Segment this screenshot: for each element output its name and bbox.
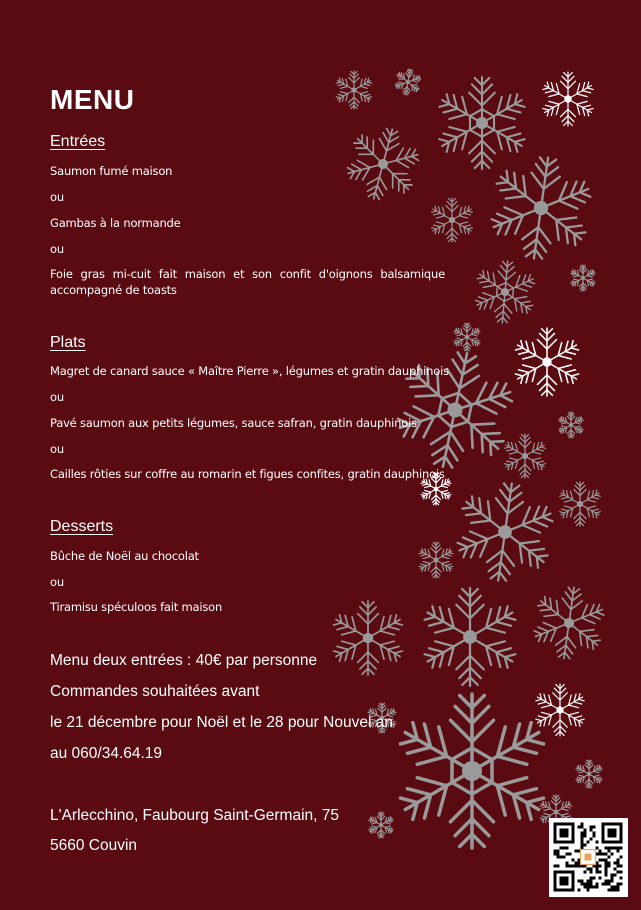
dessert-item: Tiramisu spéculoos fait maison bbox=[50, 600, 223, 614]
separator-or: ou bbox=[50, 190, 64, 204]
snowflake-icon bbox=[368, 812, 394, 838]
section-title-entrees: Entrées bbox=[50, 133, 106, 150]
snowflake-icon bbox=[393, 67, 423, 97]
section-title-desserts: Desserts bbox=[50, 518, 114, 535]
snowflake-icon bbox=[430, 198, 474, 242]
entree-item: Saumon fumé maison bbox=[50, 164, 173, 178]
separator-or: ou bbox=[50, 242, 64, 256]
order-dates-line: le 21 décembre pour Noël et le 28 pour Nouvel an bbox=[50, 714, 393, 731]
plat-item: Pavé saumon aux petits légumes, sauce safran, gratin dauphinois bbox=[50, 416, 417, 430]
menu-title: MENU bbox=[50, 84, 135, 115]
snowflake-icon bbox=[534, 684, 586, 736]
address-city: 5660 Couvin bbox=[50, 837, 138, 854]
snowflake-icon bbox=[453, 323, 481, 351]
phone-number: au 060/34.64.19 bbox=[50, 745, 163, 762]
snowflake-icon bbox=[513, 328, 581, 396]
snowflake-icon bbox=[421, 588, 520, 686]
separator-or: ou bbox=[50, 575, 64, 589]
snowflake-icon bbox=[558, 412, 584, 438]
snowflake-icon bbox=[418, 542, 454, 578]
qr-code-icon bbox=[549, 818, 628, 897]
section-title-plats: Plats bbox=[50, 334, 86, 351]
plat-item: Cailles rôties sur coffre au romarin et figues confites, gratin dauphinois bbox=[50, 467, 445, 481]
snowflake-icon bbox=[528, 582, 610, 663]
snowflake-icon bbox=[503, 434, 547, 478]
price-line: Menu deux entrées : 40€ par personne bbox=[50, 652, 318, 669]
entree-item: Gambas à la normande bbox=[50, 216, 181, 230]
snowflake-icon bbox=[436, 77, 529, 169]
plat-item: Magret de canard sauce « Maître Pierre », légumes et gratin dauphinois bbox=[50, 364, 449, 378]
snowflake-icon bbox=[339, 120, 428, 208]
separator-or: ou bbox=[50, 442, 64, 456]
snowflake-icon bbox=[335, 71, 373, 109]
snowflake-icon bbox=[449, 477, 560, 588]
dessert-item: Bûche de Noël au chocolat bbox=[50, 549, 199, 563]
snowflake-icon bbox=[471, 258, 539, 325]
snowflake-icon bbox=[570, 265, 596, 291]
address-street: L'Arlecchino, Faubourg Saint-Germain, 75 bbox=[50, 807, 339, 824]
snowflake-icon bbox=[541, 72, 595, 126]
snowflake-icon bbox=[331, 601, 405, 675]
separator-or: ou bbox=[50, 390, 64, 404]
order-deadline-line: Commandes souhaitées avant bbox=[50, 683, 260, 700]
snowflake-icon bbox=[558, 482, 602, 526]
entree-item: Foie gras mi-cuit fait maison et son confit d'oignons balsamique accompagné de toasts bbox=[50, 267, 445, 297]
snowflake-icon bbox=[575, 760, 603, 788]
snowflake-icon bbox=[386, 341, 524, 479]
snowflake-icon bbox=[395, 694, 550, 848]
snowflake-icon bbox=[483, 150, 599, 265]
